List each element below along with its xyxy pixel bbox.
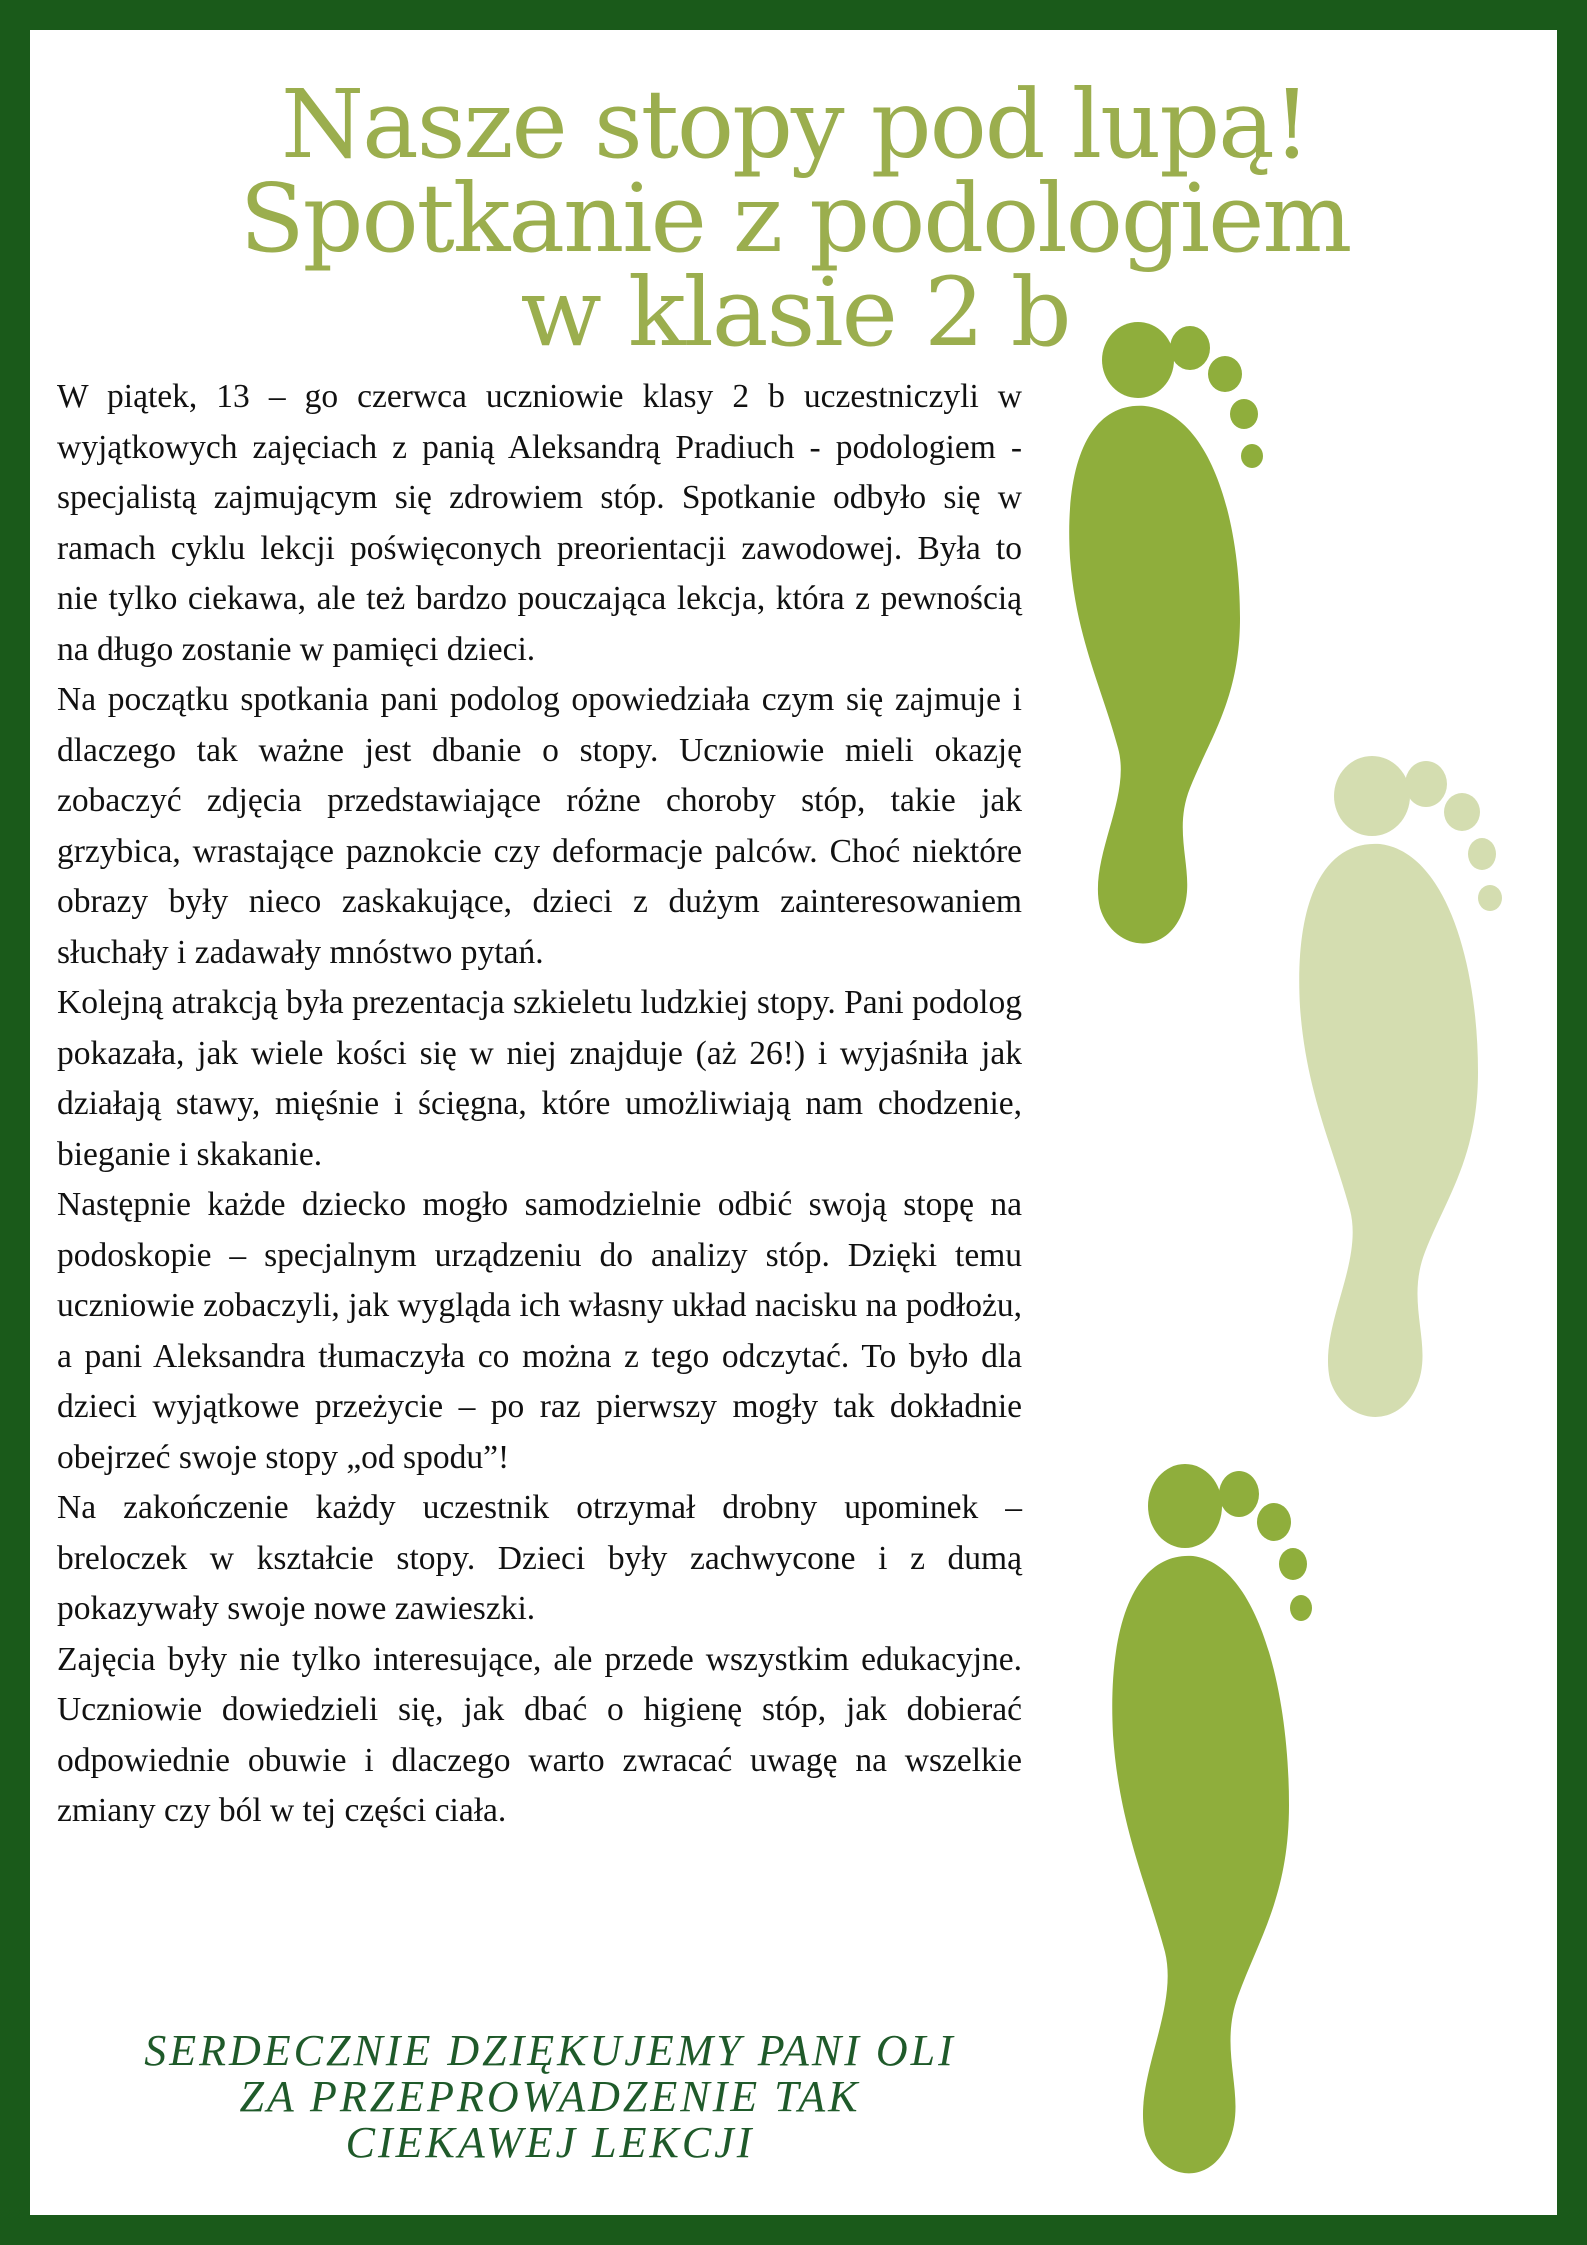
title-line-3: w klasie 2 b [520,258,1070,368]
title-line-2: Spotkanie z podologiem [239,164,1351,274]
thanks-line-1: SERDECZNIE DZIĘKUJEMY PANI OLI [144,2026,956,2075]
title-line-1: Nasze stopy pod lupą! [280,70,1309,180]
paragraph-podoscope: Następnie każde dziecko mogło samodzielnie odbić swoją stopę na podoskopie – specjalnym urządzeniu do analizy stóp. Dzięki temu uczniowie zobaczyli, jak wygląda ich własny układ nacisku na podłożu, a pani Aleksandra tłumaczyła co można z tego odczytać. To było dla dzieci wyjątkowe przeżycie – po raz pierwszy mogły tak dokładnie obejrzeć swoje stopy „od spodu”! [57,1186,1022,1476]
footprint-top-icon [1040,318,1270,958]
thanks-line-2: ZA PRZEPROWADZENIE TAK [239,2072,861,2121]
thanks-note [60,2028,1040,2166]
article-body [57,372,1022,1837]
footprint-middle-icon [1268,752,1508,1432]
paragraph-summary: Zajęcia były nie tylko interesujące, ale przede wszystkim edukacyjne. Uczniowie dowiedzieli się, jak dbać o higienę stóp, jak dobierać odpowiednie obuwie i dlaczego warto zwracać uwagę na wszelkie zmiany czy ból w tej części ciała. [57,1640,1022,1829]
footprint-bottom-icon [1085,1460,1315,2190]
paragraph-gift: Na zakończenie każdy uczestnik otrzymał drobny upominek – breloczek w kształcie stopy. Dzieci były zachwycone i z dumą pokazywały swoje nowe zawieszki. [57,1489,1022,1627]
thanks-line-3: CIEKAWEJ LEKCJI [345,2118,755,2167]
paragraph-intro: W piątek, 13 – go czerwca uczniowie klasy 2 b uczestniczyli w wyjątkowych zajęciach z panią Aleksandrą Pradiuch - podologiem - specjalistą zajmującym się zdrowiem stóp. Spotkanie odbyło się w ramach cyklu lekcji poświęconych preorientacji zawodowej. Była to nie tylko ciekawa, ale też bardzo pouczająca lekcja, która z pewnością na długo zostanie w pamięci dzieci. [57,378,1022,668]
paragraph-skeleton: Kolejną atrakcją była prezentacja szkieletu ludzkiej stopy. Pani podolog pokazała, jak wiele kości się w niej znajduje (aż 26!) i wyjaśniła jak działają stawy, mięśnie i ścięgna, które umożliwiają nam chodzenie, bieganie i skakanie. [57,984,1022,1173]
paragraph-diseases: Na początku spotkania pani podolog opowiedziała czym się zajmuje i dlaczego tak ważne jest dbanie o stopy. Uczniowie mieli okazję zobaczyć zdjęcia przedstawiające różne choroby stóp, takie jak grzybica, wrastające paznokcie czy deformacje palców. Choć niektóre obrazy były nieco zaskakujące, dzieci z dużym zainteresowaniem słuchały i zadawały mnóstwo pytań. [57,681,1022,971]
